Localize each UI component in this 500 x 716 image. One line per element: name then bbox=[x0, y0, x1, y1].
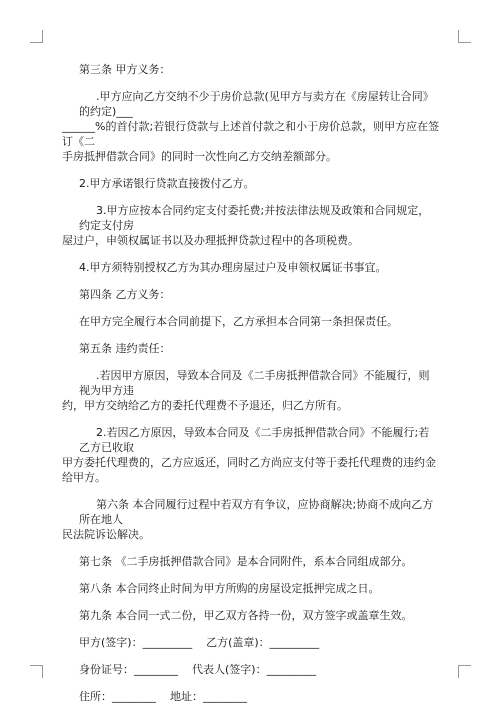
text-line: 手房抵押借款合同》的同时一次性向乙方交纳差额部分。 bbox=[62, 150, 337, 163]
article-3-title: 第三条 甲方义务： bbox=[79, 63, 171, 76]
signature-row-address bbox=[62, 689, 440, 704]
crop-mark-top-left bbox=[30, 30, 43, 43]
text-line: 屋过户，申领权属证书以及办理抵押贷款过程中的各项税费。 bbox=[62, 234, 359, 247]
text-line: 甲方委托代理费的，乙方应返还，同时乙方尚应支付等于委托代理费的违约金给甲方。 bbox=[62, 456, 436, 484]
party-b-seal-field[interactable]: 乙方(盖章)：_________ bbox=[206, 636, 320, 649]
article-5-clause-1 bbox=[62, 368, 440, 413]
article-7: 第七条 《二手房抵押借款合同》是本合同附件，系本合同组成部分。 bbox=[79, 555, 413, 568]
residence-field[interactable]: 住所：________ bbox=[79, 690, 156, 703]
signature-row-identity bbox=[62, 662, 440, 677]
text-line: 2.若因乙方原因，导致本合同及《二手房抵押借款合同》不能履行;若乙方已收取 bbox=[79, 426, 430, 454]
article-3-clause-1 bbox=[62, 89, 440, 164]
representative-signature-field[interactable]: 代表人(签字)：_________ bbox=[192, 663, 317, 676]
id-number-field[interactable]: 身份证号：________ bbox=[79, 663, 178, 676]
document-page bbox=[62, 62, 440, 716]
crop-mark-bottom-right bbox=[458, 665, 471, 678]
crop-mark-top-right bbox=[458, 30, 471, 43]
article-5-clause-2 bbox=[62, 425, 440, 485]
article-8: 第八条 本合同终止时间为甲方所购的房屋设定抵押完成之日。 bbox=[79, 582, 380, 595]
text-line: 约，甲方交纳给乙方的委托代理费不予退还，归乙方所有。 bbox=[62, 399, 348, 412]
article-4-title: 第四条 乙方义务： bbox=[79, 288, 171, 301]
article-3-clause-3 bbox=[62, 203, 440, 248]
article-3-clause-4: 4.甲方须特别授权乙方为其办理房屋过户及申领权属证书事宜。 bbox=[79, 261, 387, 274]
article-5-title: 第五条 违约责任： bbox=[79, 342, 171, 355]
article-4-clause-1: 在甲方完全履行本合同前提下，乙方承担本合同第一条担保责任。 bbox=[79, 315, 398, 328]
party-a-signature-field[interactable]: 甲方(签字)：_________ bbox=[79, 636, 193, 649]
article-6 bbox=[62, 497, 440, 542]
signature-row-parties bbox=[62, 635, 440, 650]
crop-mark-bottom-left bbox=[30, 665, 43, 678]
text-line: .若因甲方原因，导致本合同及《二手房抵押借款合同》不能履行，则视为甲方违 bbox=[79, 369, 430, 397]
text-line: 3.甲方应按本合同约定支付委托费;并按法律法规及政策和合同规定，约定支付房 bbox=[79, 204, 430, 232]
article-3-clause-2: 2.甲方承诺银行贷款直接拨付乙方。 bbox=[79, 177, 255, 190]
text-line: 第六条 本合同履行过程中若双方有争议，应协商解决;协商不成向乙方所在地人 bbox=[79, 498, 434, 526]
text-line: ______%的首付款;若银行贷款与上述首付款之和小于房价总款，则甲方应在签订《二 bbox=[62, 120, 440, 148]
text-line: .甲方应向乙方交纳不少于房价总款(见甲方与卖方在《房屋转让合同》的约定)___ bbox=[79, 90, 434, 118]
address-field[interactable]: 地址：________ bbox=[170, 690, 247, 703]
text-line: 民法院诉讼解决。 bbox=[62, 528, 150, 541]
article-9: 第九条 本合同一式二份，甲乙双方各持一份，双方签字或盖章生效。 bbox=[79, 609, 413, 622]
